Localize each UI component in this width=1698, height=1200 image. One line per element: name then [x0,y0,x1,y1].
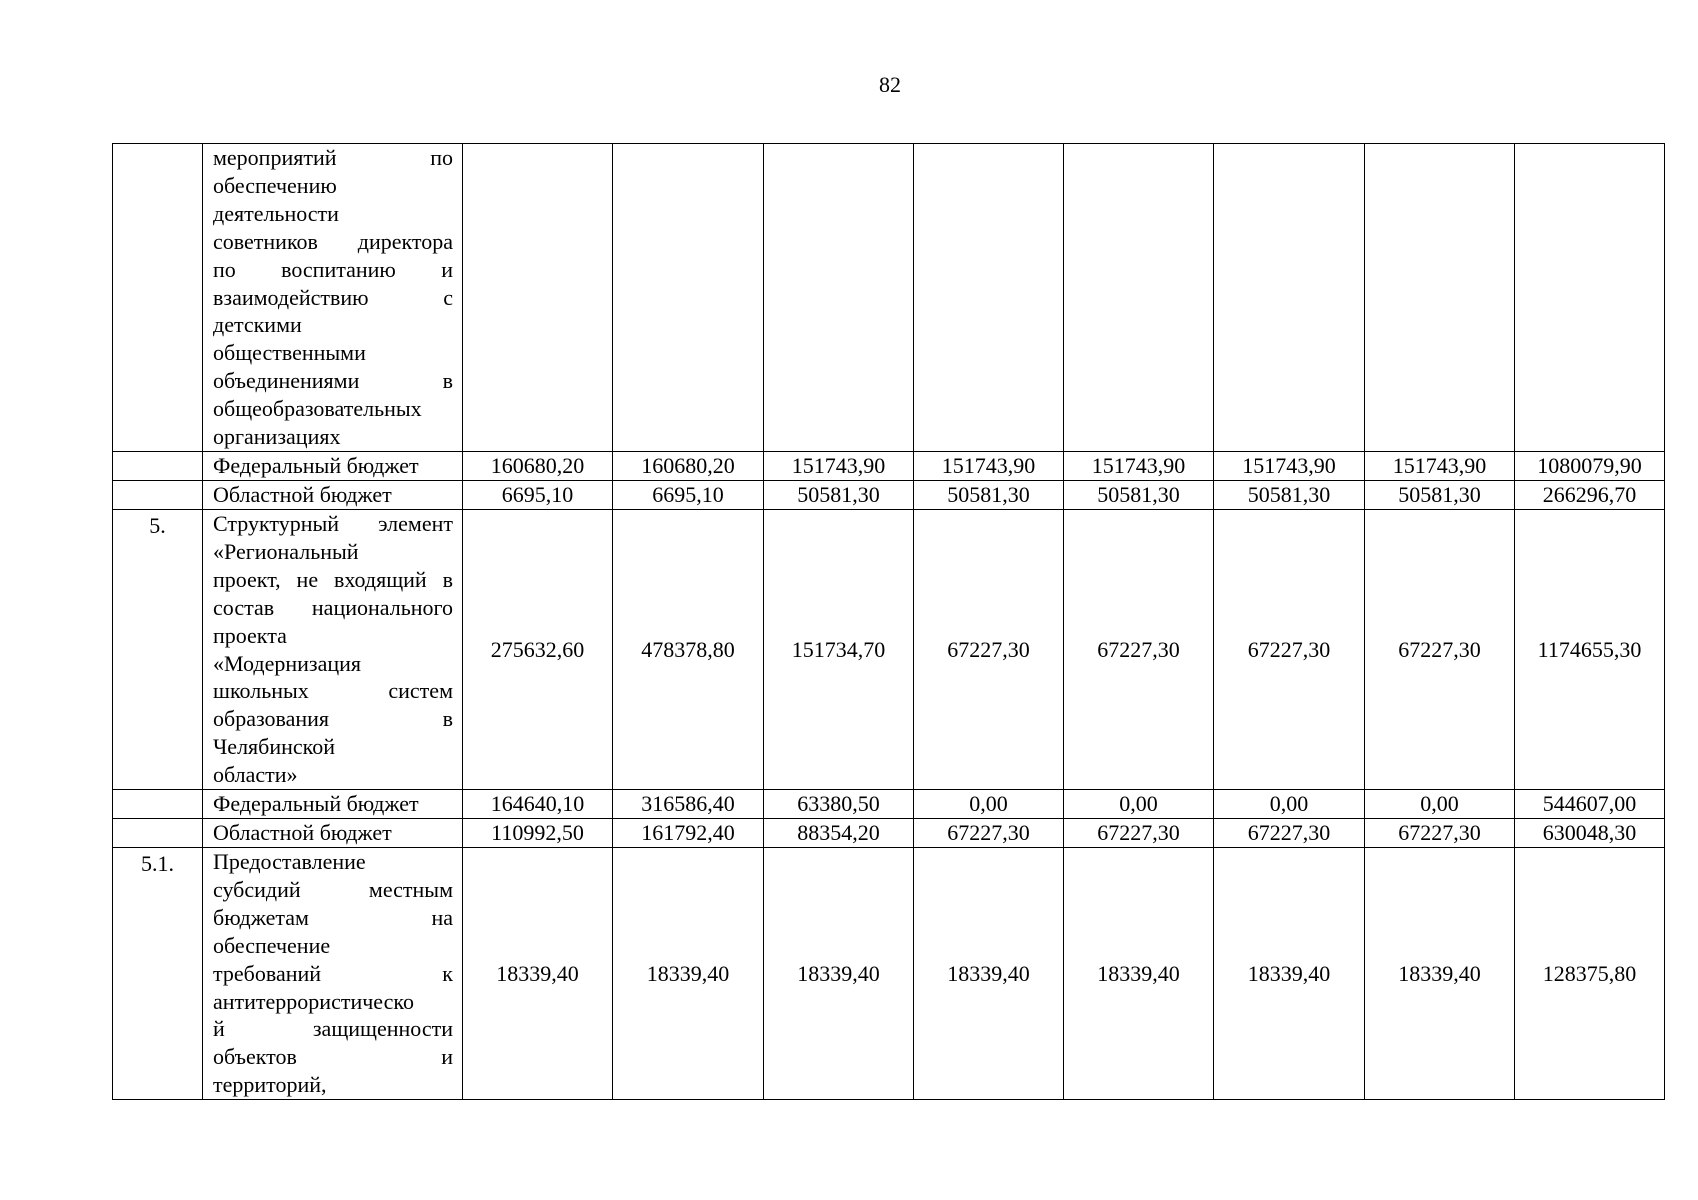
value-cell [1214,144,1365,452]
row-number-cell [113,819,203,848]
table-row [113,819,1665,848]
value-cell: 50581,30 [764,480,914,509]
row-number-cell: 5.1. [113,848,203,1100]
page-number: 82 [879,72,901,97]
value-cell: 1174655,30 [1515,509,1665,789]
description-line: Челябинской [213,734,336,760]
row-description-cell [203,509,463,789]
value-cell [1515,144,1665,452]
value-cell: 0,00 [1064,790,1214,819]
value-cell: 0,00 [1214,790,1365,819]
value-cell: 151734,70 [764,509,914,789]
value-cell: 67227,30 [914,819,1064,848]
row-number-cell [113,790,203,819]
description-line: бюджетам на [213,904,453,930]
table-row [113,509,1665,789]
value-cell [1064,144,1214,452]
value-cell: 0,00 [914,790,1064,819]
value-cell: 0,00 [1365,790,1515,819]
value-cell: 6695,10 [613,480,764,509]
value-cell: 151743,90 [914,451,1064,480]
row-number-cell [113,451,203,480]
value-cell: 67227,30 [1365,819,1515,848]
description-line: объединениями в [213,368,453,394]
description-line: общественными [213,340,366,366]
description-line: школьных систем [213,678,453,704]
value-cell: 160680,20 [613,451,764,480]
value-cell: 151743,90 [1214,451,1365,480]
description-line: советников директора [213,228,453,254]
value-cell: 110992,50 [463,819,613,848]
description-line: «Модернизация [213,650,362,676]
value-cell: 18339,40 [764,848,914,1100]
value-cell: 1080079,90 [1515,451,1665,480]
value-cell: 67227,30 [1064,509,1214,789]
description-line: взаимодействию с [213,284,453,310]
description-line: организациях [213,424,341,450]
description-line: деятельности [213,200,339,226]
row-number-cell: 5. [113,509,203,789]
value-cell: 161792,40 [613,819,764,848]
row-number-cell [113,480,203,509]
value-cell: 50581,30 [1064,480,1214,509]
row-description-cell [203,848,463,1100]
description-line: образования в [213,706,453,732]
value-cell [764,144,914,452]
table-row [113,848,1665,1100]
description-line: Структурный элемент [213,510,453,536]
value-cell: 18339,40 [613,848,764,1100]
value-cell: 151743,90 [1365,451,1515,480]
description-line: проект, не входящий в [213,566,453,592]
budget-table [112,143,1665,1100]
value-cell: 160680,20 [463,451,613,480]
row-description-cell: Федеральный бюджет [203,790,463,819]
row-description-cell: Областной бюджет [203,819,463,848]
value-cell [1365,144,1515,452]
table-row [113,480,1665,509]
description-line: проекта [213,622,287,648]
value-cell: 18339,40 [1214,848,1365,1100]
value-cell: 18339,40 [1365,848,1515,1100]
table-row [113,144,1665,452]
description-line: мероприятий по [213,145,453,170]
row-description-cell [203,144,463,452]
row-description-cell: Областной бюджет [203,480,463,509]
description-line: объектов и [213,1044,453,1070]
value-cell: 266296,70 [1515,480,1665,509]
value-cell: 544607,00 [1515,790,1665,819]
description-line: антитеррористическо [213,988,414,1014]
value-cell: 88354,20 [764,819,914,848]
value-cell: 67227,30 [1064,819,1214,848]
value-cell [463,144,613,452]
description-line: требований к [213,960,453,986]
value-cell [914,144,1064,452]
row-number-cell [113,144,203,452]
value-cell: 50581,30 [1214,480,1365,509]
description-line: области» [213,762,298,788]
row-description-cell: Федеральный бюджет [203,451,463,480]
description-line: обеспечение [213,932,331,958]
table-row [113,451,1665,480]
value-cell: 478378,80 [613,509,764,789]
description-line: й защищенности [213,1016,453,1042]
value-cell: 128375,80 [1515,848,1665,1100]
description-line: детскими [213,312,302,338]
value-cell: 18339,40 [463,848,613,1100]
description-line: обеспечению [213,172,337,198]
description-line: «Региональный [213,538,359,564]
value-cell: 67227,30 [1365,509,1515,789]
description-line: территорий, [213,1072,327,1098]
description-line: состав национального [213,594,453,620]
value-cell: 50581,30 [1365,480,1515,509]
value-cell: 18339,40 [914,848,1064,1100]
value-cell: 164640,10 [463,790,613,819]
description-line: общеобразовательных [213,396,422,422]
description-line: субсидий местным [213,876,453,902]
value-cell: 50581,30 [914,480,1064,509]
value-cell: 18339,40 [1064,848,1214,1100]
value-cell: 6695,10 [463,480,613,509]
value-cell: 63380,50 [764,790,914,819]
value-cell: 630048,30 [1515,819,1665,848]
table-row [113,790,1665,819]
value-cell: 275632,60 [463,509,613,789]
value-cell: 67227,30 [1214,509,1365,789]
value-cell: 67227,30 [914,509,1064,789]
value-cell: 67227,30 [1214,819,1365,848]
value-cell: 151743,90 [764,451,914,480]
description-line: Предоставление [213,849,366,875]
value-cell [613,144,764,452]
value-cell: 151743,90 [1064,451,1214,480]
value-cell: 316586,40 [613,790,764,819]
description-line: по воспитанию и [213,256,453,282]
